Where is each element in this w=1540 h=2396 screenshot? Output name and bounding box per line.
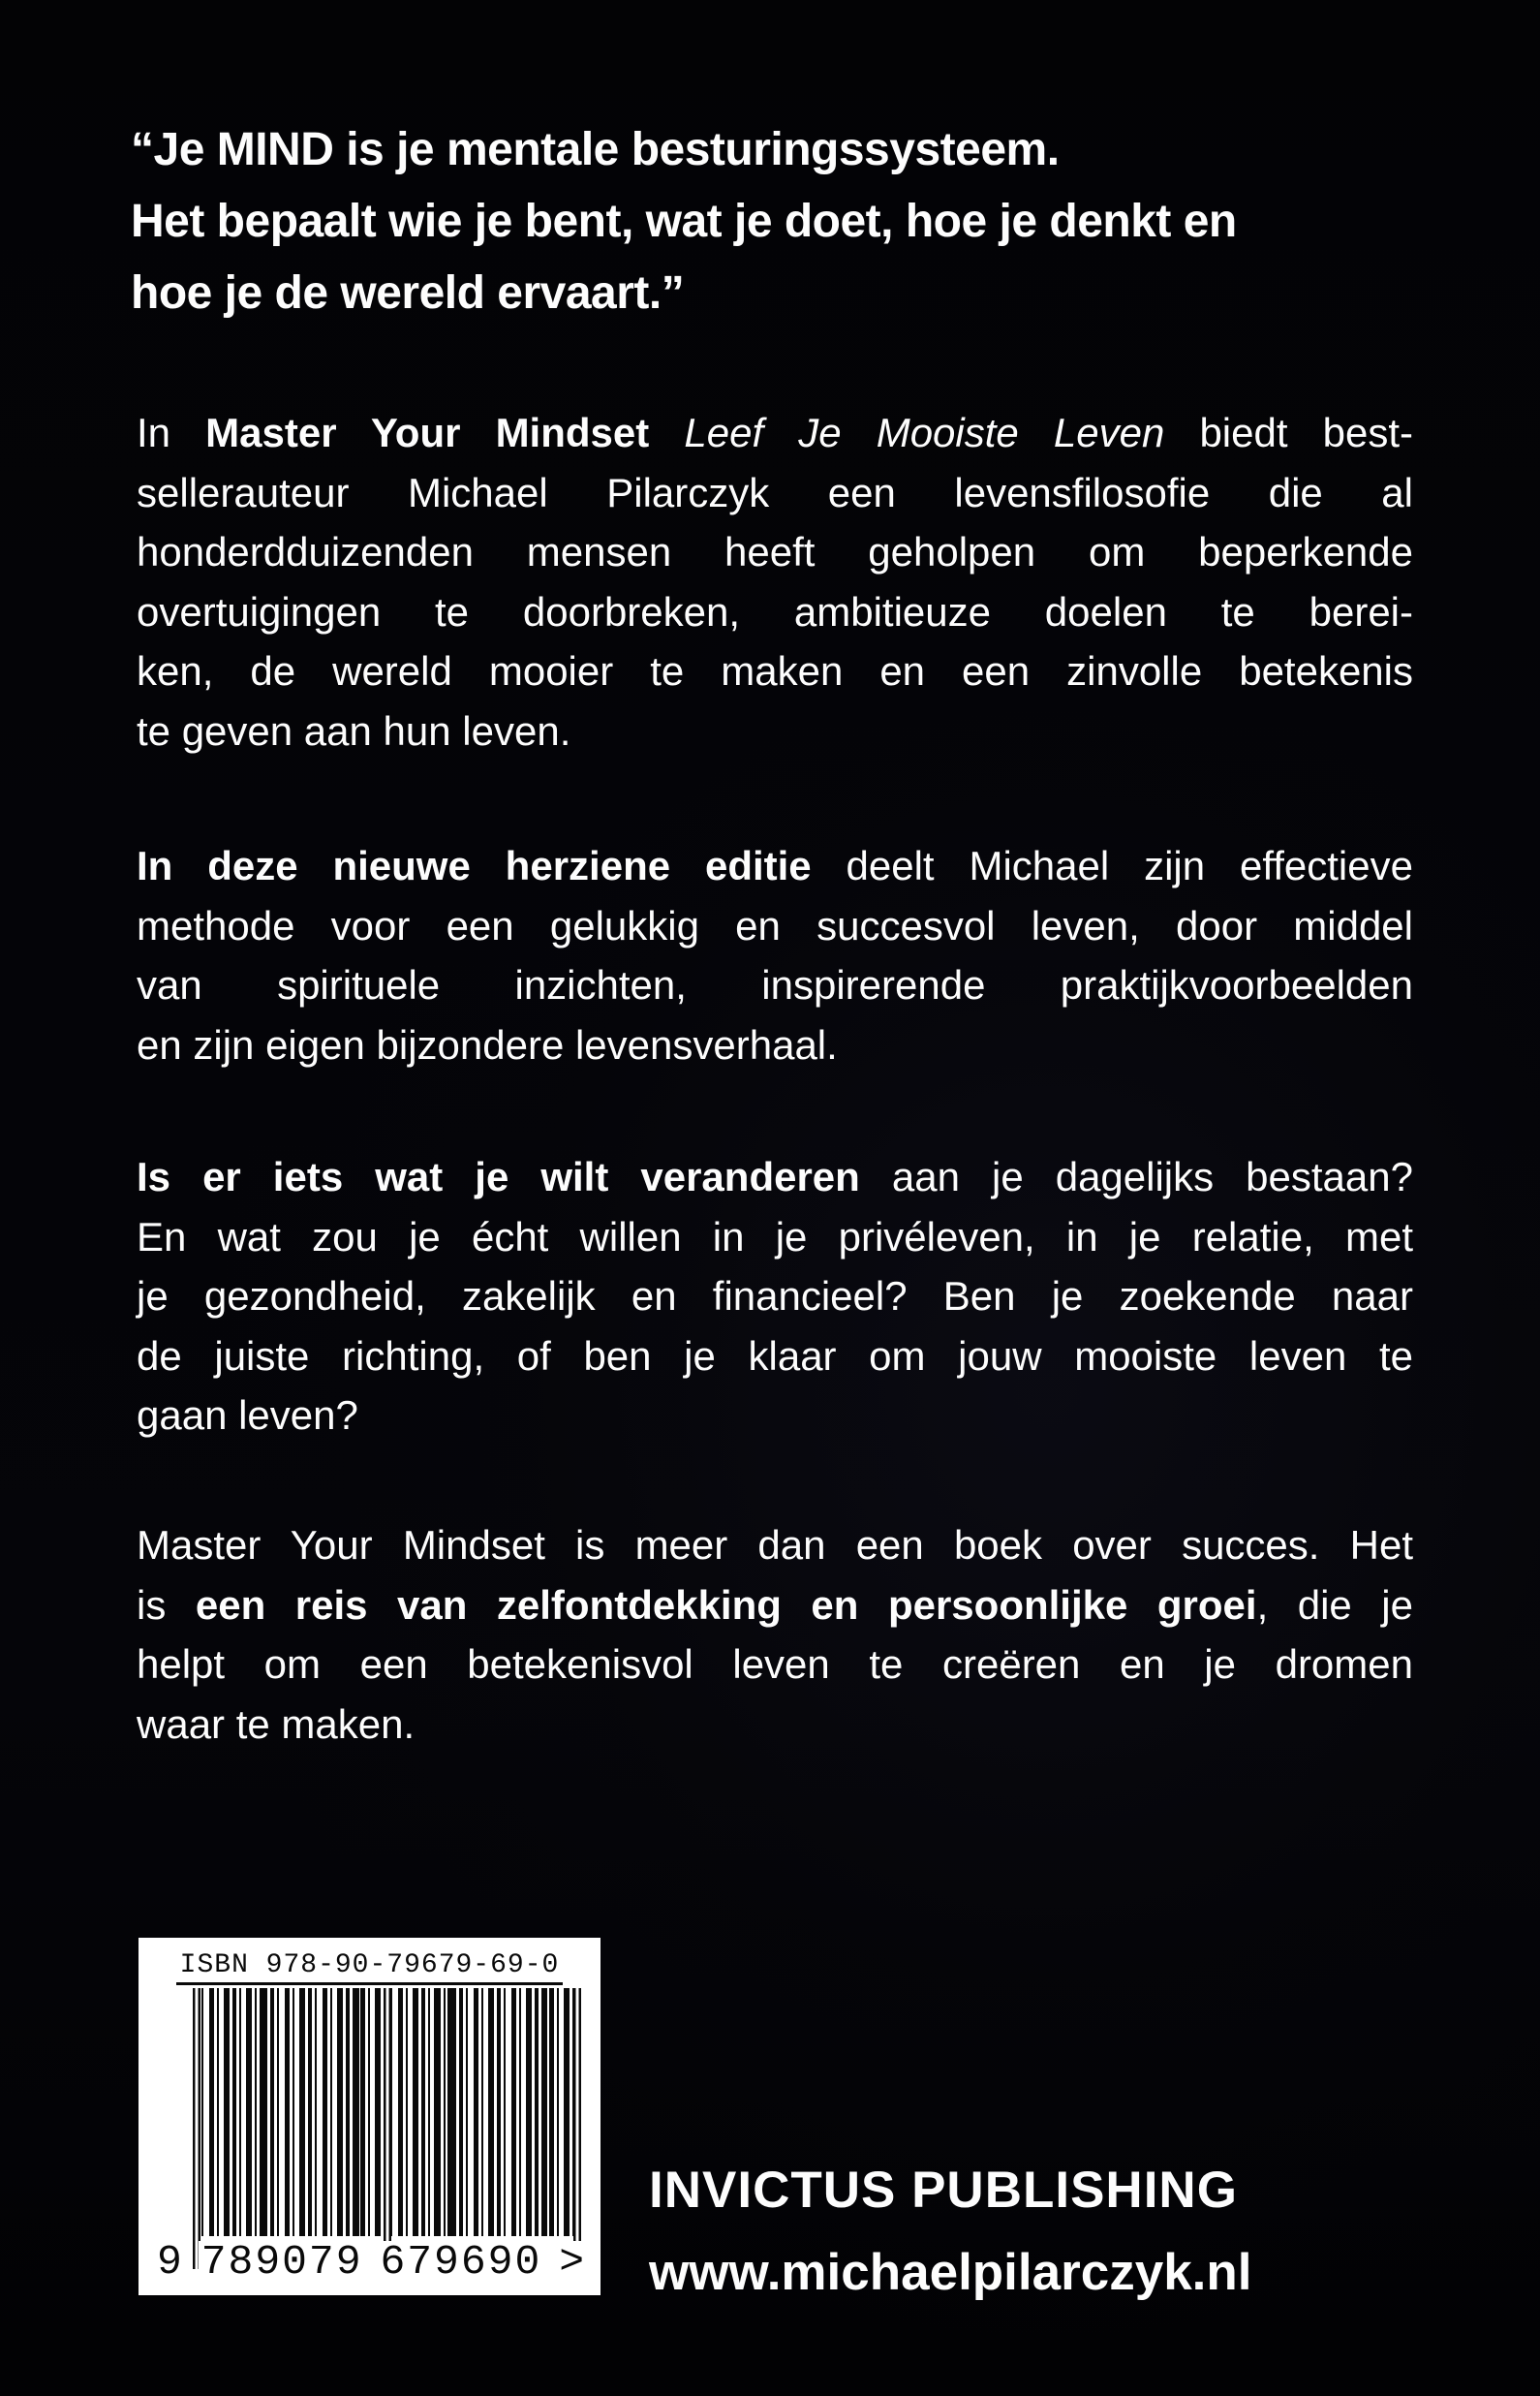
publisher-website: www.michaelpilarczyk.nl xyxy=(649,2244,1252,2301)
isbn-number: ISBN 978-90-79679-69-0 xyxy=(176,1950,564,1985)
publisher-block xyxy=(649,2161,1252,2302)
paragraph xyxy=(137,403,1413,762)
quote-line: “Je MIND is je mentale besturingssysteem. xyxy=(131,124,1060,175)
text-line: Master Your Mindset is meer dan een boek over succes. Het xyxy=(137,1522,1413,1568)
text-line: sellerauteur Michael Pilarczyk een levensfilosofie die al xyxy=(137,469,1413,515)
text-line: ken, de wereld mooier te maken en een zinvolle betekenis xyxy=(137,648,1413,695)
publisher-name: INVICTUS PUBLISHING xyxy=(649,2162,1238,2219)
text-line: waar te maken. xyxy=(137,1700,416,1747)
text-line: van spirituele inzichten, inspirerende praktijkvoorbeelden xyxy=(137,962,1413,1009)
isbn-label-row xyxy=(139,1950,601,1985)
paragraph xyxy=(137,1515,1413,1754)
text-line: is een reis van zelfontdekking en persoonlijke groei, die je xyxy=(137,1581,1414,1628)
text-line: helpt om een betekenisvol leven te creëren en je dromen xyxy=(137,1641,1413,1688)
text-line: je gezondheid, zakelijk en financieel? Ben je zoekende naar xyxy=(137,1273,1413,1320)
barcode-bars xyxy=(195,1988,579,2236)
paragraph xyxy=(137,836,1413,1074)
text-line: honderdduizenden mensen heeft geholpen om beperkende xyxy=(137,529,1413,576)
barcode-guard-middle xyxy=(384,1988,391,2269)
barcode-guard-left xyxy=(193,1988,200,2269)
barcode-digit-group-1: 789079 xyxy=(199,2241,366,2283)
barcode-arrow-icon: > xyxy=(556,2241,589,2283)
text-line: In deze nieuwe herziene editie deelt Michael zijn effectieve xyxy=(137,843,1413,888)
quote-line: hoe je de wereld ervaart.” xyxy=(131,267,685,319)
quote-line: Het bepaalt wie je bent, wat je doet, hoe je denkt en xyxy=(131,196,1237,247)
isbn-barcode xyxy=(139,1938,601,2295)
text-line: In Master Your Mindset Leef Je Mooiste Leven biedt best- xyxy=(137,410,1414,455)
text-line: en zijn eigen bijzondere levensverhaal. xyxy=(137,1021,838,1068)
barcode-digits xyxy=(139,2238,601,2286)
text-line: te geven aan hun leven. xyxy=(137,707,571,754)
barcode-digit-lead: 9 xyxy=(154,2241,187,2283)
text-line: overtuigingen te doorbreken, ambitieuze doelen te berei- xyxy=(137,588,1413,635)
text-line: gaan leven? xyxy=(137,1392,358,1439)
text-line: Is er iets wat je wilt veranderen aan je dagelijks bestaan? xyxy=(137,1154,1413,1199)
paragraph xyxy=(137,1147,1413,1446)
text-line: de juiste richting, of ben je klaar om jouw mooiste leven te xyxy=(137,1332,1413,1379)
text-line: En wat zou je écht willen in je privéleven, in je relatie, met xyxy=(137,1213,1413,1260)
barcode-digit-group-2: 679690 xyxy=(377,2241,544,2283)
text-line: methode voor een gelukkig en succesvol leven, door middel xyxy=(137,902,1413,949)
barcode-guard-right xyxy=(573,1988,581,2269)
